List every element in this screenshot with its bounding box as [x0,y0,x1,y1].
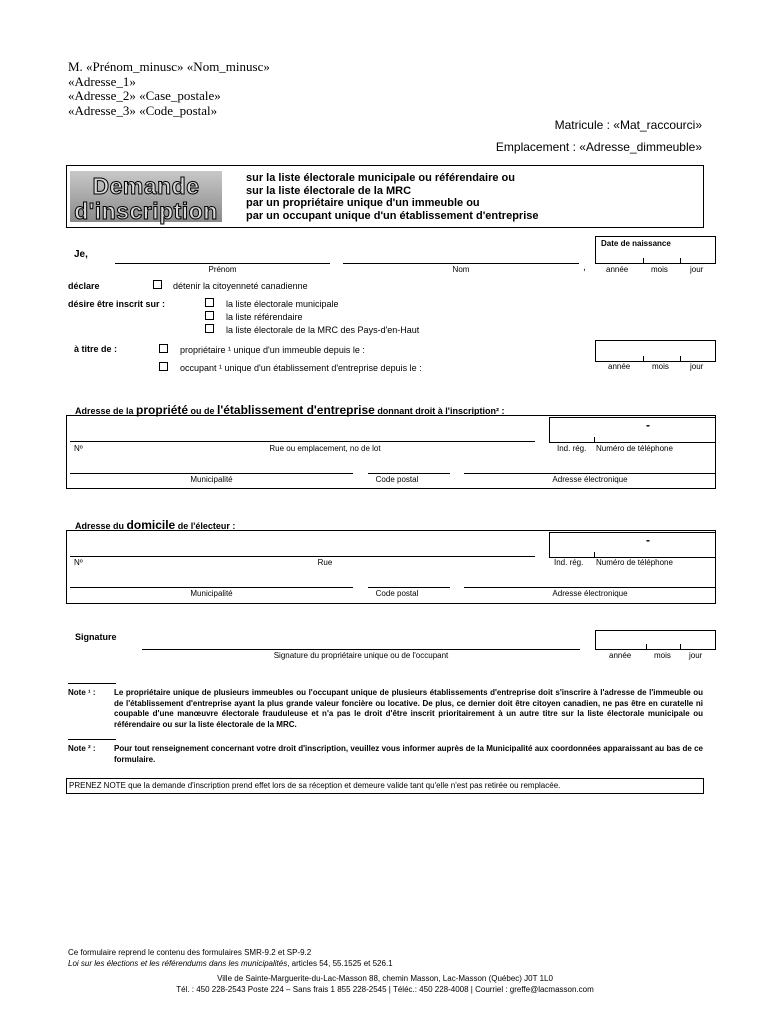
heading-emphasis: propriété [136,403,189,417]
domicile-tel: Numéro de téléphone [596,558,673,567]
heading-text: de l'électeur : [175,521,236,531]
propriete-no: Nº [74,444,83,453]
occupant-checkbox[interactable] [159,362,168,371]
domicile-courriel-caption: Adresse électronique [552,589,628,598]
prenom-field[interactable] [115,263,330,264]
signature-caption: Signature du propriétaire unique ou de l'occupant [273,651,449,660]
desire-label: désire être inscrit sur : [68,299,166,309]
title-line-2: d'inscription [74,198,218,224]
propriete-courriel-field[interactable] [464,473,716,474]
domicile-rue-caption: Rue [317,558,333,567]
signature-date-tick [646,644,647,650]
depuis-mois: mois [652,362,669,371]
citoyennete-checkbox[interactable] [153,280,162,289]
note1-text: Le propriétaire unique de plusieurs immeubles ou l'occupant unique de plusieurs établissements d'entreprise doit s'inscrire à l'adresse de l'immeuble ou de l'établissement d'entreprise ayant la plus grande valeur foncière ou locative. De plus, ce dernier doit être citoyen canadien, ne pas être en curatelle ni coupable d'une manœuvre électorale frauduleuse et n'a pas le droit d'être inscrit prioritairement à un autre titre sur la liste électorale municipale ou référendaire ou sur la liste électorale de la MRC. [114,688,703,729]
signature-date-tick [680,644,681,650]
signature-label: Signature [75,632,117,642]
comma: , [583,262,586,273]
domicile-municipalite-field[interactable] [70,587,353,588]
signature-mois: mois [654,651,671,660]
footer-line-1: Ce formulaire reprend le contenu des formulaires SMR-9.2 et SP-9.2 [68,948,312,957]
birthdate-annee: année [606,265,629,274]
footer-contact: Tél. : 450 228-2543 Poste 224 – Sans frais 1 855 228-2545 | Téléc.: 450 228-4008 | Courriel : greffe@lacmasson.com [176,985,594,994]
header-line: par un propriétaire unique d'un immeuble ou [246,197,480,209]
birthdate-tick [643,258,644,264]
header-line: sur la liste électorale de la MRC [246,184,412,197]
domicile-ind-reg: Ind. rég. [554,558,584,567]
phone-tick [594,552,595,558]
heading-emphasis: domicile [126,518,176,532]
domicile-no: Nº [74,558,83,567]
note1-label: Note ¹ : [68,688,96,697]
address-line-4: «Adresse_3» «Code_postal» [68,102,218,118]
footer-address: Ville de Sainte-Marguerite-du-Lac-Masson 88, chemin Masson, Lac-Masson (Québec) J0T 1L0 [217,974,553,983]
emplacement: Emplacement : «Adresse_dimmeuble» [495,140,702,154]
declare-label: déclare [68,281,100,291]
header-description [246,172,539,222]
domicile-phone-box[interactable] [549,532,716,558]
signature-jour: jour [689,651,703,660]
propriete-phone-dash: - [646,418,650,432]
liste-referendaire-checkbox[interactable] [205,311,214,320]
law-title: Loi sur les élections et les référendums dans les municipalités [68,959,288,968]
proprietaire-label: propriétaire ¹ unique d'un immeuble depuis le : [180,345,365,355]
signature-date-box[interactable] [595,630,716,650]
nom-field[interactable] [343,263,579,264]
heading-text: ou de [188,406,218,416]
law-articles: , articles 54, 55.1525 et 526.1 [287,959,393,968]
matricule: Matricule : «Mat_raccourci» [554,118,702,132]
address-line-2: «Adresse_1» [68,73,136,89]
signature-annee: année [609,651,632,660]
heading-text: Adresse de la [75,406,137,416]
citoyennete-label: détenir la citoyenneté canadienne [173,281,308,291]
header-line: par un occupant unique d'un établissement d'entreprise [246,209,539,222]
liste-referendaire-label: la liste référendaire [226,312,303,322]
address-line-3: «Adresse_2» «Case_postale» [68,88,221,103]
propriete-code-postal-caption: Code postal [375,475,419,484]
phone-tick [594,437,595,443]
note-separator [68,683,116,684]
heading-text: donnant droit à l'inscription² : [374,406,505,416]
birthdate-label: Date de naissance [601,239,671,248]
je-label: Je, [74,249,88,260]
domicile-rue-field[interactable] [70,556,535,557]
liste-municipale-label: la liste électorale municipale [226,299,339,309]
domicile-code-postal-caption: Code postal [375,589,419,598]
depuis-date-tick [643,356,644,362]
propriete-ind-reg: Ind. rég. [557,444,587,453]
note2-text: Pour tout renseignement concernant votre droit d'inscription, veuillez vous informer auprès de la Municipalité aux coordonnées apparaissant au bas de ce formulaire. [114,744,703,764]
prenez-note-text: PRENEZ NOTE que la demande d'inscription prend effet lors de sa réception et demeure valide tant qu'elle n'est pas retirée ou remplacée. [69,781,561,790]
note2-label: Note ² : [68,744,96,753]
propriete-municipalite-caption: Municipalité [190,475,233,484]
propriete-rue-caption: Rue ou emplacement, no de lot [269,444,381,453]
heading-emphasis: l'établissement d'entreprise [217,403,375,417]
liste-mrc-label: la liste électorale de la MRC des Pays-d'en-Haut [226,325,420,335]
domicile-code-postal-field[interactable] [368,587,450,588]
propriete-municipalite-field[interactable] [70,473,353,474]
propriete-tel: Numéro de téléphone [596,444,673,453]
domicile-courriel-field[interactable] [464,587,716,588]
address-line-1: M. «Prénom_minusc» «Nom_minusc» [68,59,270,74]
domicile-municipalite-caption: Municipalité [190,589,233,598]
proprietaire-checkbox[interactable] [159,344,168,353]
note-separator [68,739,116,740]
heading-text: Adresse du [75,521,127,531]
nom-caption: Nom [452,265,470,274]
propriete-courriel-caption: Adresse électronique [552,475,628,484]
titre-label: à titre de : [74,344,118,354]
birthdate-tick [680,258,681,264]
depuis-annee: année [608,362,631,371]
birthdate-mois: mois [651,265,668,274]
title-line-1: Demande [92,173,200,199]
prenom-caption: Prénom [208,265,237,274]
header-line: sur la liste électorale municipale ou référendaire ou [246,172,515,184]
propriete-code-postal-field[interactable] [368,473,450,474]
birthdate-jour: jour [690,265,704,274]
depuis-date-box[interactable] [595,340,716,362]
liste-municipale-checkbox[interactable] [205,298,214,307]
liste-mrc-checkbox[interactable] [205,324,214,333]
occupant-label: occupant ¹ unique d'un établissement d'entreprise depuis le : [180,363,422,373]
signature-field[interactable] [142,649,580,650]
propriete-phone-box[interactable] [549,417,716,443]
footer-line-2 [68,959,393,968]
recipient-address [68,60,270,118]
propriete-rue-field[interactable] [70,441,535,442]
depuis-date-tick [680,356,681,362]
domicile-phone-dash: - [646,533,650,547]
depuis-jour: jour [690,362,704,371]
